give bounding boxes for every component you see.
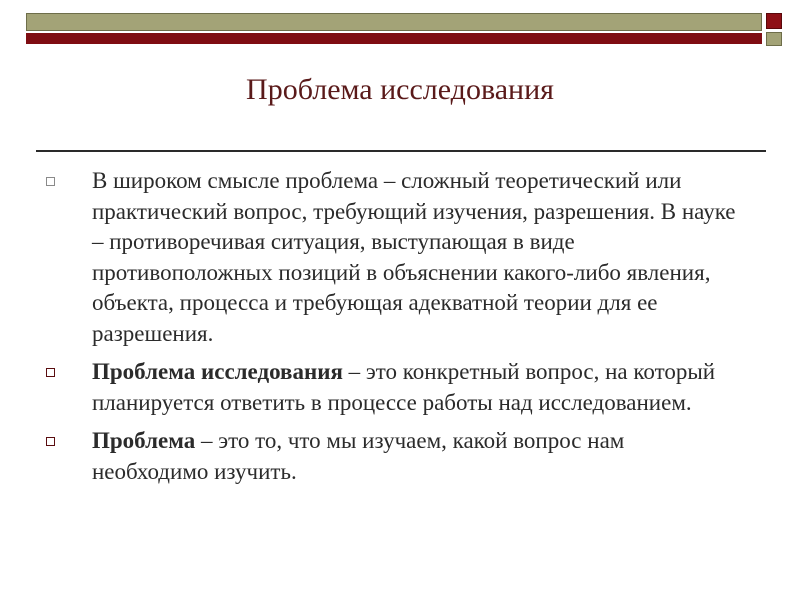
header-red-square bbox=[766, 13, 782, 29]
decorative-header bbox=[0, 0, 800, 50]
square-bullet-icon bbox=[46, 177, 55, 186]
bullet-item bbox=[42, 357, 742, 418]
bullet-item bbox=[42, 166, 742, 349]
bullet-text: – это то, что мы изучаем, какой вопрос нам необходимо изучить. bbox=[92, 428, 625, 484]
bullet-item bbox=[42, 426, 742, 487]
bullet-bold-text: Проблема bbox=[92, 428, 196, 453]
header-olive-square bbox=[766, 32, 782, 46]
title-divider bbox=[36, 150, 766, 152]
bullet-bold-text: Проблема исследования bbox=[92, 359, 343, 384]
bullet-text: В широком смысле проблема – сложный теоретический или практический вопрос, требующий изучения, разрешения. В науке – противоречивая ситуация, выступающая в виде противоположных позиций в объяснении какого-либо явления, объекта, процесса и требующая адекватной теории для ее разрешения. bbox=[92, 168, 736, 346]
slide-body bbox=[42, 166, 742, 495]
square-bullet-icon bbox=[46, 437, 55, 446]
header-maroon-bar bbox=[26, 33, 762, 44]
square-bullet-icon bbox=[46, 368, 55, 377]
bullet-text: – это конкретный вопрос, на который планируется ответить в процессе работы над исследованием. bbox=[92, 359, 716, 415]
header-olive-bar bbox=[26, 13, 762, 31]
slide-title: Проблема исследования bbox=[246, 73, 554, 106]
